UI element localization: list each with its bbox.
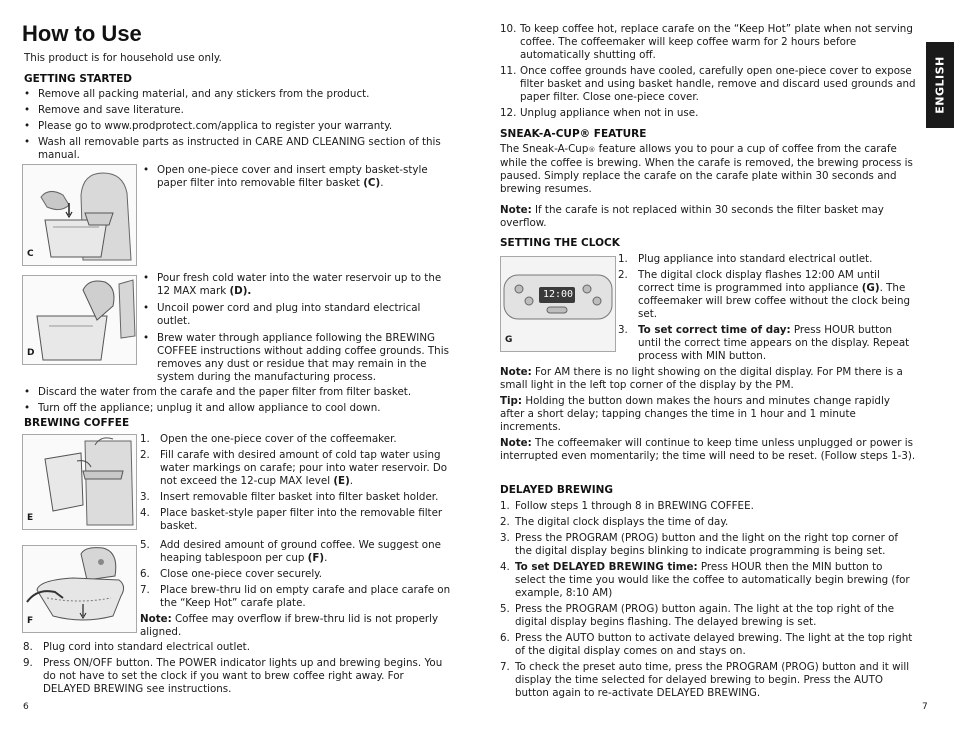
language-side-tab: ENGLISH bbox=[926, 42, 954, 128]
brewing-heading: BREWING COFFEE bbox=[24, 417, 130, 429]
sneak-paragraph: The Sneak-A-Cup® feature allows you to pour a cup of coffee from the carafe while the coffee is brewing. When the carafe is removed, the brewing process is paused. Simply replace the carafe on the carafe plate within 30 seconds and brewing resumes. bbox=[500, 143, 913, 195]
figure-f-label: F bbox=[27, 616, 34, 626]
figure-e-label: E bbox=[27, 513, 34, 523]
delayed-heading: DELAYED BREWING bbox=[500, 484, 614, 496]
list-item: 1. Plug appliance into standard electrical outlet. bbox=[618, 253, 873, 265]
list-item: • Uncoil power cord and plug into standard electrical outlet. bbox=[143, 302, 421, 327]
list-item: 11. Once coffee grounds have cooled, carefully open one-piece cover to expose filter basket and using basket handle, remove and discard used grounds and paper filter. Close one-piece cover. bbox=[500, 65, 916, 103]
page-number-left: 6 bbox=[23, 702, 29, 712]
list-item: 8. Plug cord into standard electrical outlet. bbox=[23, 641, 250, 653]
list-item: 10. To keep coffee hot, replace carafe on the “Keep Hot” plate when not serving coffee. The coffeemaker will keep coffee warm for 2 hours before automatically shutting off. bbox=[500, 23, 913, 61]
getting-started-list bbox=[23, 88, 453, 162]
list-item: 2. The digital clock displays the time of day. bbox=[500, 516, 729, 528]
list-item: • Turn off the appliance; unplug it and allow appliance to cool down. bbox=[24, 402, 381, 414]
clock-note-reset: Note: The coffeemaker will continue to keep time unless unplugged or power is interrupted even momentarily; the time will need to be reset. (Follow steps 1-3). bbox=[500, 437, 916, 462]
list-item: • Remove all packing material, and any stickers from the product. bbox=[24, 88, 370, 100]
figure-g-label: G bbox=[505, 335, 513, 345]
page-number-right: 7 bbox=[922, 702, 928, 712]
list-item: 9. Press ON/OFF button. The POWER indicator lights up and brewing begins. You do not have to set the clock if you want to brew coffee right away. For DELAYED BREWING see instructions. bbox=[23, 657, 443, 695]
list-item: • Brew water through appliance following the BREWING COFFEE instructions without adding coffee grounds. This removes any dust or residue that may remain in the system during the manufacturing process. bbox=[143, 332, 449, 383]
figure-d-image bbox=[22, 275, 137, 365]
clock-display-readout: 12:00 bbox=[542, 289, 574, 300]
clock-notes bbox=[500, 366, 916, 463]
figure-d-label: D bbox=[27, 348, 35, 358]
list-item: • Discard the water from the carafe and the paper filter from filter basket. bbox=[24, 386, 412, 398]
figure-c-image bbox=[22, 164, 137, 266]
figure-f-image bbox=[22, 545, 137, 633]
list-item: 1. Open the one-piece cover of the coffeemaker. bbox=[140, 433, 397, 445]
getting-started-heading: GETTING STARTED bbox=[24, 73, 133, 85]
clock-steps bbox=[618, 253, 914, 363]
list-item: 2. Fill carafe with desired amount of cold tap water using water markings on carafe; pour into water reservoir. Do not exceed the 12-cup MAX level (E). bbox=[140, 449, 448, 487]
clock-note-am-pm: Note: For AM there is no light showing on the digital display. For PM there is a small light in the left top corner of the display by the PM. bbox=[500, 366, 903, 391]
figure-g-image bbox=[500, 256, 616, 352]
list-item: 5. Press the PROGRAM (PROG) button again. The light at the top right of the digital display begins flashing. The delayed brewing is set. bbox=[500, 603, 895, 628]
sneak-heading: SNEAK-A-CUP® FEATURE bbox=[500, 128, 647, 140]
coffeemaker-pour-carafe-icon bbox=[23, 435, 136, 529]
intro-text: This product is for household use only. bbox=[24, 52, 222, 64]
list-item: 6. Press the AUTO button to activate delayed brewing. The light at the top right of the digital display comes on and stays on. bbox=[500, 632, 913, 657]
getting-started-after-list bbox=[23, 386, 453, 415]
list-item: 3. Press the PROGRAM (PROG) button and the light on the right top corner of the digital display begins blinking to indicate programming is being set. bbox=[500, 532, 899, 557]
list-item: 7. Place brew-thru lid on empty carafe and place carafe on the “Keep Hot” carafe plate. bbox=[140, 584, 451, 609]
figure-e-image bbox=[22, 434, 137, 530]
brewing-note: Note: Coffee may overflow if brew-thru lid is not properly aligned. bbox=[140, 613, 439, 638]
brewing-steps-1-4 bbox=[140, 433, 456, 533]
list-item: 1. Follow steps 1 through 8 in BREWING COFFEE. bbox=[500, 500, 754, 512]
clock-tip: Tip: Holding the button down makes the hours and minutes change rapidly after a short delay; tapping changes the time in 1 hour and 1 minute increments. bbox=[500, 395, 890, 433]
figure-d-text bbox=[142, 272, 456, 384]
list-item: 2. The digital clock display flashes 12:00 AM until correct time is programmed into appliance (G). The coffeemaker will brew coffee without the clock being set. bbox=[618, 269, 911, 320]
page-title: How to Use bbox=[22, 21, 142, 46]
list-item: 3. Insert removable filter basket into filter basket holder. bbox=[140, 491, 439, 503]
list-item: 6. Close one-piece cover securely. bbox=[140, 568, 323, 580]
list-item: • Wash all removable parts as instructed in CARE AND CLEANING section of this manual. bbox=[24, 136, 441, 161]
coffeemaker-open-cover-icon bbox=[23, 165, 136, 265]
brewing-steps-8-9 bbox=[23, 641, 443, 696]
delayed-steps bbox=[500, 500, 916, 700]
list-item: 12. Unplug appliance when not in use. bbox=[500, 107, 699, 119]
brewing-steps-5-7 bbox=[140, 539, 456, 639]
figure-c-text bbox=[142, 164, 452, 190]
figure-c-label: C bbox=[27, 249, 34, 259]
list-item: 5. Add desired amount of ground coffee. We suggest one heaping tablespoon per cup (F). bbox=[140, 539, 441, 564]
list-item: • Pour fresh cold water into the water reservoir up to the 12 MAX mark (D). bbox=[143, 272, 442, 297]
coffeemaker-fill-water-icon bbox=[23, 276, 136, 364]
clock-control-panel-icon bbox=[501, 257, 615, 351]
list-item: 4. To set DELAYED BREWING time: Press HOUR then the MIN button to select the time you would like the coffee to automatically begin brewing (for example, 8:10 AM) bbox=[500, 561, 910, 599]
list-item: • Open one-piece cover and insert empty basket-style paper filter into removable filter basket (C). bbox=[143, 164, 428, 189]
list-item: 7. To check the preset auto time, press the PROGRAM (PROG) button and it will display the time selected for delayed brewing to begin. Press the AUTO button again to re-activate DELAYED BREWING. bbox=[500, 661, 910, 699]
list-item: • Please go to www.prodprotect.com/applica to register your warranty. bbox=[24, 120, 393, 132]
list-item: • Remove and save literature. bbox=[24, 104, 184, 116]
filter-basket-scoop-icon bbox=[23, 546, 136, 632]
list-item: 4. Place basket-style paper filter into the removable filter basket. bbox=[140, 507, 443, 532]
sneak-note: Note: If the carafe is not replaced within 30 seconds the filter basket may overflow. bbox=[500, 204, 884, 229]
list-item: 3. To set correct time of day: Press HOUR button until the correct time appears on the display. Repeat process with MIN button. bbox=[618, 324, 910, 362]
brewing-steps-10-12 bbox=[500, 23, 916, 120]
clock-heading: SETTING THE CLOCK bbox=[500, 237, 620, 249]
